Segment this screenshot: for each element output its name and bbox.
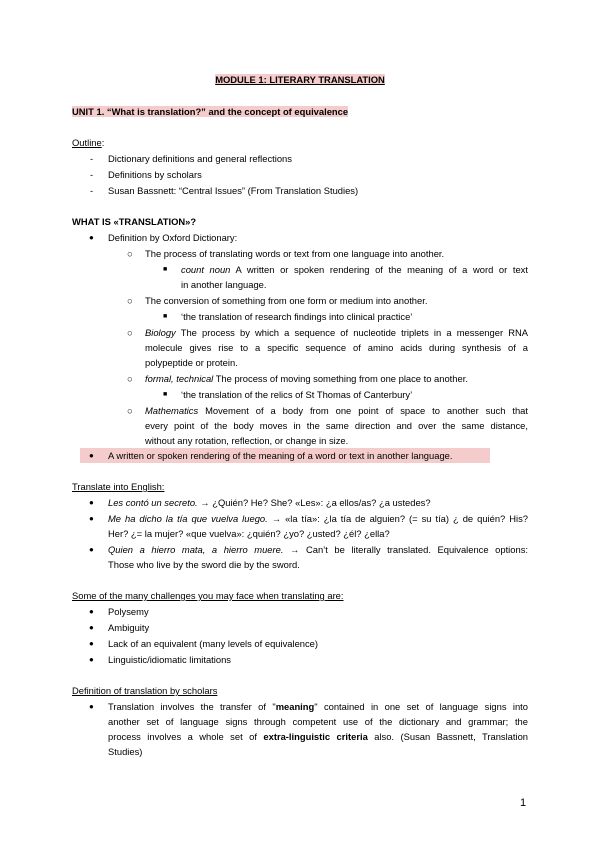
- definition-4-sub: ‘the translation of the relics of St Thomas of Canterbury’: [181, 389, 413, 400]
- bullet-icon: ●: [89, 498, 94, 507]
- example-1-spanish: Les contó un secreto.: [108, 497, 198, 508]
- unit-title: [72, 106, 348, 118]
- example-3-line-2: Those who live by the sword die by the sword.: [108, 559, 300, 570]
- dash-bullet: -: [90, 153, 94, 164]
- bullet-icon: ●: [89, 623, 94, 632]
- definition-1-sub-line-1: [181, 264, 528, 276]
- definition-4: [145, 373, 468, 385]
- example-1: [108, 497, 431, 509]
- challenge-item: Ambiguity: [108, 622, 150, 633]
- what-is-heading: WHAT IS «TRANSLATION»?: [72, 216, 197, 227]
- circle-bullet-icon: ○: [127, 405, 133, 416]
- bullet-icon: ●: [89, 514, 94, 523]
- definition-5-text: Movement of a body from one point of space to another such that: [205, 405, 528, 416]
- challenge-item: Linguistic/idiomatic limitations: [108, 654, 231, 665]
- scholars-line-3: [108, 731, 528, 743]
- outline-item: Susan Bassnett: “Central Issues” (From Translation Studies): [108, 185, 359, 196]
- definition-1-sub-text: A written or spoken rendering of the meaning of a word or text: [235, 264, 528, 275]
- count-noun-tag: count noun: [181, 264, 231, 275]
- formal-technical-tag: formal, technical: [145, 373, 214, 384]
- meaning-bold: meaning: [275, 701, 315, 712]
- square-bullet-icon: ■: [163, 391, 168, 398]
- square-bullet-icon: ■: [163, 266, 168, 273]
- definition-2: The conversion of something from one form or medium into another.: [145, 295, 428, 306]
- extra-linguistic-bold: extra-linguistic criteria: [263, 731, 368, 742]
- bullet-icon: ●: [89, 655, 94, 664]
- square-bullet-icon: ■: [163, 313, 168, 320]
- bullet-icon: ●: [89, 233, 94, 242]
- module-title-text: MODULE 1: LITERARY TRANSLATION: [215, 74, 385, 85]
- definition-4-text: The process of moving something from one place to another.: [215, 373, 468, 384]
- unit-title-text: UNIT 1. “What is translation?” and the concept of equivalence: [72, 106, 349, 117]
- scholars-heading: Definition of translation by scholars: [72, 685, 218, 696]
- definition-5-line-2: every point of the body moves in the same direction and over the same distance,: [145, 420, 528, 431]
- definition-1: The process of translating words or text from one language into another.: [145, 248, 445, 259]
- outline-heading-text: Outline: [72, 137, 102, 148]
- bullet-icon: ●: [89, 607, 94, 616]
- module-title: [0, 74, 600, 86]
- scholars-line-2: another set of language signs through competent use of the dictionary and grammar; the: [108, 716, 528, 727]
- outline-item: Definitions by scholars: [108, 169, 202, 180]
- scholars-line-1: [108, 701, 528, 713]
- definition-3-line-3: polypeptide or protein.: [145, 357, 238, 368]
- mathematics-tag: Mathematics: [145, 405, 199, 416]
- dash-bullet: -: [90, 185, 94, 196]
- outline-item: Dictionary definitions and general reflections: [108, 153, 292, 164]
- challenge-item: Polysemy: [108, 606, 149, 617]
- outline-colon: :: [101, 137, 105, 148]
- page-number: 1: [520, 797, 527, 809]
- circle-bullet-icon: ○: [127, 248, 133, 259]
- bullet-icon: ●: [89, 545, 94, 554]
- example-2-line-2: Her? ¿= la mujer? «que vuelva»: ¿quién? ¿yo? ¿usted? ¿él? ¿ella?: [108, 528, 390, 539]
- scholars-text-a: Translation involves the transfer of ": [108, 701, 276, 712]
- translate-heading: Translate into English:: [72, 481, 165, 492]
- definition-3-line-2: molecule gives rise to a specific sequence of amino acids during synthesis of a: [145, 342, 528, 353]
- challenge-item: Lack of an equivalent (many levels of equivalence): [108, 638, 319, 649]
- example-3-line-1: [108, 544, 528, 556]
- bullet-icon: ●: [89, 451, 94, 460]
- example-3-analysis: → Can’t be literally translated. Equivalence options:: [283, 544, 528, 555]
- example-2-line-1: [108, 513, 528, 525]
- scholars-text-c: " contained in one set of language signs into: [314, 701, 528, 712]
- outline-heading: [72, 137, 104, 149]
- scholars-text-3a: process involves a whole set of: [108, 731, 264, 742]
- scholars-line-4: Studies): [108, 746, 143, 757]
- example-2-analysis: → «la tía»: ¿la tía de alguien? (= su tía) ¿ de quién? His?: [267, 513, 528, 524]
- definition-3-line-1: [145, 327, 528, 339]
- scholars-text-3c: also. (Susan Bassnett, Translation: [367, 731, 529, 742]
- definition-2-sub: ‘the translation of research findings into clinical practice’: [181, 311, 413, 322]
- example-2-spanish: Me ha dicho la tía que vuelva luego.: [108, 513, 268, 524]
- definition-5-line-3: without any rotation, reflection, or change in size.: [145, 435, 349, 446]
- biology-tag: Biology: [145, 327, 176, 338]
- example-3-spanish: Quien a hierro mata, a hierro muere.: [108, 544, 284, 555]
- circle-bullet-icon: ○: [127, 373, 133, 384]
- circle-bullet-icon: ○: [127, 327, 133, 338]
- circle-bullet-icon: ○: [127, 295, 133, 306]
- bullet-icon: ●: [89, 639, 94, 648]
- definition-3-text: The process by which a sequence of nucleotide triplets in a messenger RNA: [180, 327, 528, 338]
- definition-5-line-1: [145, 405, 528, 417]
- bullet-icon: ●: [89, 702, 94, 711]
- dash-bullet: -: [90, 169, 94, 180]
- definition-1-sub-line-2: in another language.: [181, 279, 267, 290]
- example-1-analysis: → ¿Quién? He? She? «Les»: ¿a ellos/as? ¿a ustedes?: [197, 497, 431, 508]
- challenges-heading: Some of the many challenges you may face when translating are:: [72, 590, 344, 601]
- translation-summary: A written or spoken rendering of the meaning of a word or text in another language.: [108, 450, 453, 461]
- oxford-label: Definition by Oxford Dictionary:: [108, 232, 238, 243]
